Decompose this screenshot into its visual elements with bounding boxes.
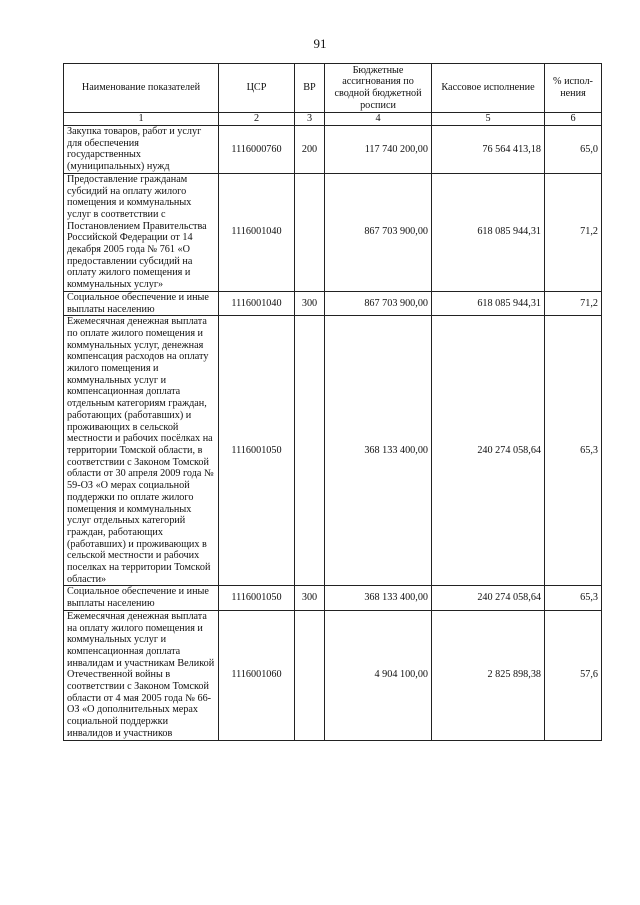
col-index: 4 [325, 113, 432, 126]
row-budget: 867 703 900,00 [325, 291, 432, 315]
header-executed: Кассовое исполнение [432, 64, 545, 113]
col-index: 1 [64, 113, 219, 126]
row-name: Предоставление гражданам субсидий на оплату жилого помещения и коммунальных услуг в соответствии с Постановлением Правительства Российской Федерации от 14 декабря 2005 года № 761 «О предоставлении субсидий на оплату жилого помещения и коммунальных услуг» [64, 173, 219, 291]
row-vr [295, 316, 325, 586]
row-vr [295, 610, 325, 740]
row-executed: 76 564 413,18 [432, 126, 545, 174]
header-vr: ВР [295, 64, 325, 113]
header-percent: % испол-нения [545, 64, 602, 113]
table-row [64, 291, 602, 315]
row-budget: 4 904 100,00 [325, 610, 432, 740]
table-header [64, 64, 602, 126]
row-executed: 2 825 898,38 [432, 610, 545, 740]
row-name: Ежемесячная денежная выплата на оплату жилого помещения и коммунальных услуг и компенсационная доплата инвалидам и участникам Великой Отечественной войны в соответствии с Законом Томской области от 4 мая 2005 года № 66-ОЗ «О дополнительных мерах социальной поддержки инвалидов и участников [64, 610, 219, 740]
table-row [64, 586, 602, 610]
col-index: 2 [219, 113, 295, 126]
row-executed: 618 085 944,31 [432, 173, 545, 291]
table-row [64, 316, 602, 586]
row-vr: 300 [295, 291, 325, 315]
row-csr: 1116001050 [219, 316, 295, 586]
row-budget: 117 740 200,00 [325, 126, 432, 174]
row-csr: 1116001040 [219, 173, 295, 291]
row-vr [295, 173, 325, 291]
row-name: Закупка товаров, работ и услуг для обеспечения государственных (муниципальных) нужд [64, 126, 219, 174]
row-percent: 65,3 [545, 316, 602, 586]
table-row [64, 126, 602, 174]
column-index-row [64, 113, 602, 126]
row-vr: 200 [295, 126, 325, 174]
header-csr: ЦСР [219, 64, 295, 113]
row-csr: 1116001050 [219, 586, 295, 610]
header-name: Наименование показателей [64, 64, 219, 113]
row-name: Социальное обеспечение и иные выплаты населению [64, 586, 219, 610]
row-vr: 300 [295, 586, 325, 610]
budget-table [63, 63, 602, 741]
row-percent: 57,6 [545, 610, 602, 740]
row-executed: 618 085 944,31 [432, 291, 545, 315]
row-csr: 1116000760 [219, 126, 295, 174]
col-index: 6 [545, 113, 602, 126]
table-row [64, 610, 602, 740]
row-name: Ежемесячная денежная выплата по оплате жилого помещения и коммунальных услуг, денежная компенсация расходов на оплату жилого помещения и коммунальных услуг и компенсационная доплата отдельным категориям граждан, работающих (работавших) и проживающих в сельской местности и рабочих посёлках на территории Томской области, в соответствии с Законом Томской области от 30 апреля 2009 года № 59-ОЗ «О мерах социальной поддержки по оплате жилого помещения и коммунальных услуг отдельных категорий граждан, работающих (работавших) и проживающих в сельской местности и рабочих поселках на территории Томской области» [64, 316, 219, 586]
row-name: Социальное обеспечение и иные выплаты населению [64, 291, 219, 315]
page-number: 91 [313, 36, 327, 51]
row-budget: 368 133 400,00 [325, 316, 432, 586]
row-percent: 65,0 [545, 126, 602, 174]
row-executed: 240 274 058,64 [432, 586, 545, 610]
row-executed: 240 274 058,64 [432, 316, 545, 586]
col-index: 5 [432, 113, 545, 126]
row-csr: 1116001060 [219, 610, 295, 740]
row-csr: 1116001040 [219, 291, 295, 315]
row-budget: 368 133 400,00 [325, 586, 432, 610]
row-percent: 65,3 [545, 586, 602, 610]
col-index: 3 [295, 113, 325, 126]
row-percent: 71,2 [545, 291, 602, 315]
row-budget: 867 703 900,00 [325, 173, 432, 291]
table-body [64, 126, 602, 741]
row-percent: 71,2 [545, 173, 602, 291]
header-budget: Бюджетные ассигнования по сводной бюджетной росписи [325, 64, 432, 113]
table-row [64, 173, 602, 291]
